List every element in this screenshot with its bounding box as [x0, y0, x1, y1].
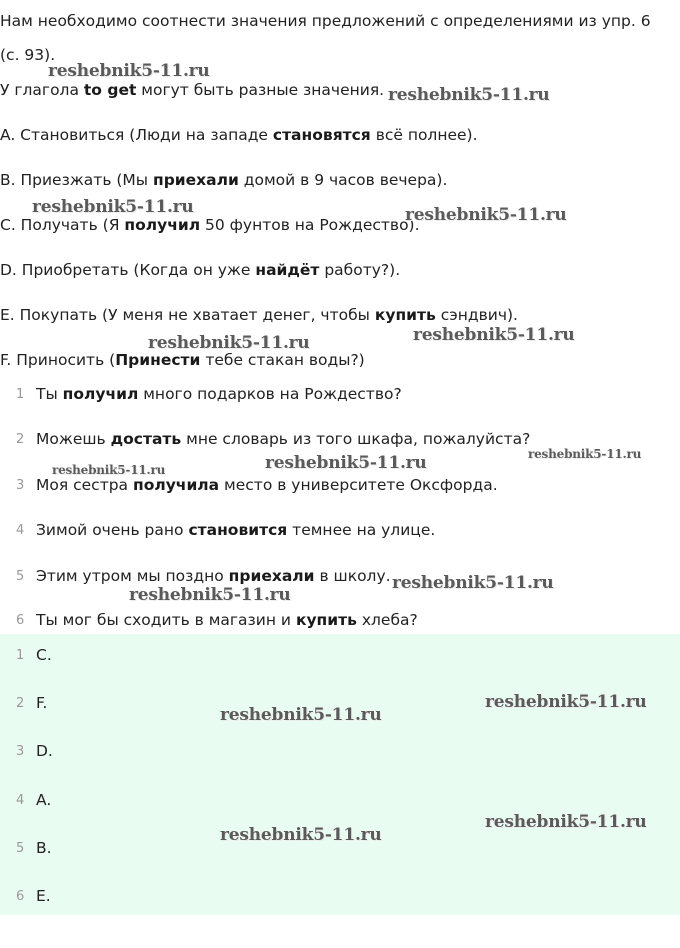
meaning-text: C. Получать (Я — [0, 216, 125, 234]
watermark: reshebnik5-11.ru — [220, 705, 382, 725]
meaning-bold: Принести — [115, 351, 201, 369]
answer-number: 2 — [16, 696, 25, 711]
intro-line-1: Нам необходимо соотнести значения предложений с определениями из упр. 6 — [0, 12, 651, 30]
sentence-text: Этим утром мы поздно — [36, 567, 229, 585]
sentence-number: 5 — [16, 569, 25, 584]
answer-item: B. — [36, 839, 52, 857]
sentence-bold: получила — [132, 476, 220, 494]
answers-block — [0, 634, 680, 915]
answer-item: E. — [36, 887, 51, 905]
answer-item: C. — [36, 646, 52, 664]
watermark: reshebnik5-11.ru — [148, 333, 310, 353]
meaning-a — [0, 125, 478, 145]
sentence-text: Можешь — [36, 430, 111, 448]
meaning-text: тебе стакан воды?) — [200, 351, 365, 369]
meaning-c — [0, 215, 420, 235]
watermark: reshebnik5-11.ru — [392, 573, 554, 593]
meaning-text: 50 фунтов на Рождество). — [200, 216, 420, 234]
meaning-text: D. Приобретать (Когда он уже — [0, 261, 256, 279]
intro-line-2: (с. 93). — [0, 46, 56, 64]
sentence-item — [36, 566, 391, 586]
meaning-text: A. Становиться (Люди на западе — [0, 126, 273, 144]
sentence-bold: приехали — [228, 567, 315, 585]
verb-post: могут быть разные значения. — [136, 81, 385, 99]
verb-bold: to get — [83, 81, 137, 99]
watermark: reshebnik5-11.ru — [52, 463, 166, 477]
meaning-text: домой в 9 часов вечера). — [238, 171, 448, 189]
sentence-bold: достать — [110, 430, 182, 448]
meaning-bold: приехали — [152, 171, 239, 189]
watermark: reshebnik5-11.ru — [388, 85, 550, 105]
meaning-e — [0, 305, 518, 325]
sentence-number: 4 — [16, 523, 25, 538]
sentence-item — [36, 610, 418, 630]
meaning-bold: получил — [124, 216, 201, 234]
sentence-item — [36, 520, 435, 540]
meaning-text: E. Покупать (У меня не хватает денег, чтобы — [0, 306, 375, 324]
watermark: reshebnik5-11.ru — [413, 325, 575, 345]
meaning-text: B. Приезжать (Мы — [0, 171, 153, 189]
sentence-text: Зимой очень рано — [36, 521, 189, 539]
sentence-number: 6 — [16, 613, 25, 628]
sentence-item — [36, 475, 498, 495]
answer-number: 4 — [16, 793, 25, 808]
sentence-number: 2 — [16, 432, 25, 447]
answer-item: D. — [36, 742, 53, 760]
sentence-item — [36, 429, 530, 449]
meaning-f — [0, 350, 365, 370]
sentence-number: 1 — [16, 387, 25, 402]
answer-number: 3 — [16, 744, 25, 759]
meaning-b — [0, 170, 447, 190]
watermark: reshebnik5-11.ru — [485, 692, 647, 712]
sentence-text: Ты — [36, 385, 63, 403]
answer-number: 6 — [16, 889, 25, 904]
sentence-item — [36, 384, 402, 404]
answer-number: 5 — [16, 841, 25, 856]
verb-line — [0, 80, 384, 100]
sentence-text: много подарков на Рождество? — [138, 385, 402, 403]
verb-pre: У глагола — [0, 81, 84, 99]
watermark: reshebnik5-11.ru — [485, 812, 647, 832]
sentence-number: 3 — [16, 478, 25, 493]
sentence-text: Моя сестра — [36, 476, 133, 494]
sentence-text: темнее на улице. — [287, 521, 436, 539]
sentence-bold: получил — [62, 385, 139, 403]
meaning-bold: найдёт — [255, 261, 320, 279]
meaning-bold: купить — [374, 306, 436, 324]
watermark: reshebnik5-11.ru — [265, 453, 427, 473]
sentence-text: хлеба? — [356, 611, 418, 629]
watermark: reshebnik5-11.ru — [528, 447, 642, 461]
watermark: reshebnik5-11.ru — [48, 61, 210, 81]
sentence-text: в школу. — [314, 567, 391, 585]
meaning-text: сэндвич). — [435, 306, 518, 324]
watermark: reshebnik5-11.ru — [220, 825, 382, 845]
meaning-d — [0, 260, 400, 280]
meaning-text: F. Приносить ( — [0, 351, 116, 369]
watermark: reshebnik5-11.ru — [405, 205, 567, 225]
watermark: reshebnik5-11.ru — [32, 197, 194, 217]
answer-number: 1 — [16, 648, 25, 663]
meaning-text: всё полнее). — [370, 126, 478, 144]
sentence-text: мне словарь из того шкафа, пожалуйста? — [181, 430, 531, 448]
sentence-text: Ты мог бы сходить в магазин и — [36, 611, 296, 629]
sentence-bold: становится — [188, 521, 288, 539]
answer-item: A. — [36, 791, 52, 809]
sentence-bold: купить — [295, 611, 357, 629]
answer-item: F. — [36, 694, 48, 712]
sentence-text: место в университете Оксфорда. — [219, 476, 498, 494]
meaning-text: работу?). — [319, 261, 401, 279]
meaning-bold: становятся — [272, 126, 371, 144]
watermark: reshebnik5-11.ru — [129, 585, 291, 605]
